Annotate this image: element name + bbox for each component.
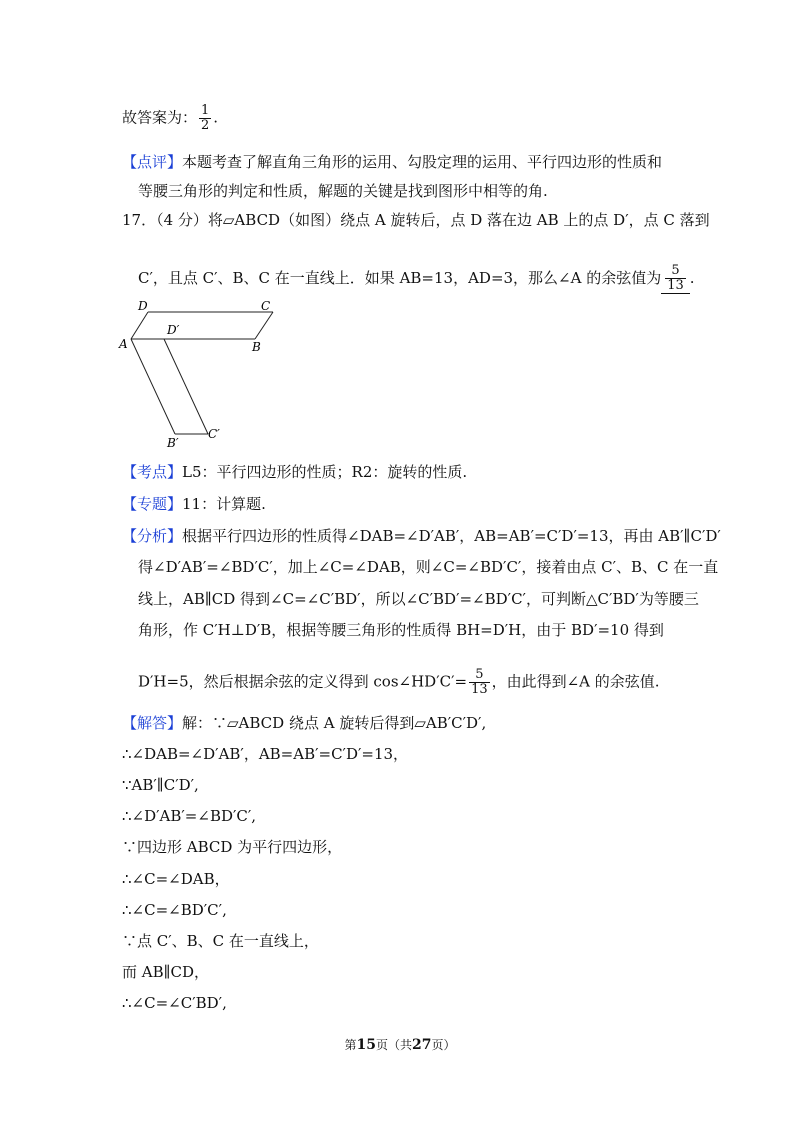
jieda-text-7: ∵点 C′、B、C 在一直线上， bbox=[122, 932, 319, 950]
page-footer bbox=[0, 1036, 800, 1053]
fenxi-text-4: 角形，作 C′H⊥D′B，根据等腰三角形的性质得 BH=D′H，由于 BD′=10 得到 bbox=[138, 621, 664, 639]
jieda-line-3 bbox=[122, 806, 256, 826]
edge-D-prime-C-prime bbox=[164, 339, 208, 434]
label-C: C bbox=[261, 299, 271, 313]
jieda-first: 解：∵▱ABCD 绕点 A 旋转后得到▱AB′C′D′, bbox=[182, 714, 487, 732]
answer-blank bbox=[661, 264, 690, 294]
jieda-line-2 bbox=[122, 775, 199, 795]
jieda-text-3: ∴∠D′AB′=∠BD′C′, bbox=[122, 807, 257, 825]
fenxi-line-2 bbox=[138, 557, 718, 577]
footer-pre: 第 bbox=[344, 1038, 357, 1052]
jieda-line-7 bbox=[122, 931, 319, 951]
cos-fraction bbox=[469, 668, 490, 697]
label-A: A bbox=[119, 337, 128, 351]
fenxi-line-4 bbox=[138, 620, 664, 640]
edge-AB-prime bbox=[131, 339, 175, 434]
fenxi-tag: 【分析】 bbox=[122, 527, 183, 545]
answer-fraction bbox=[199, 104, 211, 133]
comment-line-1 bbox=[122, 152, 662, 172]
jieda-line-4 bbox=[122, 837, 342, 857]
comment-tag: 【点评】 bbox=[122, 153, 183, 171]
zhuanti-tag: 【专题】 bbox=[122, 495, 183, 513]
blank-numerator: 5 bbox=[671, 263, 680, 278]
jieda-text-2: ∵AB′∥C′D′, bbox=[122, 776, 199, 794]
comment-text-2: 等腰三角形的判定和性质，解题的关键是找到图形中相等的角. bbox=[138, 182, 548, 200]
question-17-line-1 bbox=[122, 210, 710, 230]
footer-post: 页） bbox=[431, 1038, 456, 1052]
fenxi-text-2: 得∠D′AB′=∠BD′C′，加上∠C=∠DAB，则∠C=∠BD′C′，接着由点 C′、B、C 在一直 bbox=[138, 558, 719, 576]
jieda-text-9: ∴∠C=∠C′BD′, bbox=[122, 994, 227, 1012]
jieda-text-1: ∴∠DAB=∠D′AB′，AB=AB′=C′D′=13， bbox=[122, 745, 409, 763]
cos-numerator: 5 bbox=[475, 667, 484, 682]
label-D-prime: D′ bbox=[167, 323, 180, 337]
kaodian-text: L5：平行四边形的性质；R2：旋转的性质. bbox=[182, 463, 468, 481]
jieda-text-4: ∵四边形 ABCD 为平行四边形， bbox=[122, 838, 343, 856]
answer-suffix: . bbox=[213, 108, 219, 127]
jieda-line-0 bbox=[122, 713, 486, 733]
comment-line-2 bbox=[138, 181, 548, 201]
kaodian-tag: 【考点】 bbox=[122, 463, 183, 481]
edge-BC bbox=[255, 312, 273, 339]
blank-denominator: 13 bbox=[667, 278, 684, 293]
kaodian-line bbox=[122, 462, 467, 482]
fenxi-line-3 bbox=[138, 589, 699, 609]
page-number: 15 bbox=[356, 1037, 376, 1053]
jieda-text-6: ∴∠C=∠BD′C′, bbox=[122, 901, 227, 919]
answer-line bbox=[122, 104, 218, 133]
label-D: D bbox=[138, 299, 148, 313]
question-17-line-2 bbox=[138, 264, 695, 294]
label-B-prime: B′ bbox=[167, 436, 179, 450]
jieda-tag: 【解答】 bbox=[122, 714, 183, 732]
question-end: . bbox=[689, 269, 695, 287]
jieda-line-8 bbox=[122, 962, 209, 982]
zhuanti-line bbox=[122, 494, 266, 514]
footer-mid: 页（共 bbox=[375, 1038, 412, 1052]
fenxi-text-5a: D′H=5，然后根据余弦的定义得到 cos∠HD′C′= bbox=[138, 672, 468, 691]
jieda-text-8: 而 AB∥CD， bbox=[122, 963, 210, 981]
fraction-denominator: 2 bbox=[201, 118, 210, 133]
fenxi-text-1: 根据平行四边形的性质得∠DAB=∠D′AB′，AB=AB′=C′D′=13，再由 AB′∥C′D′ bbox=[182, 527, 721, 545]
cos-denominator: 13 bbox=[471, 682, 488, 697]
label-B: B bbox=[252, 340, 261, 354]
page-total: 27 bbox=[412, 1037, 432, 1053]
label-C-prime: C′ bbox=[208, 427, 220, 441]
jieda-line-1 bbox=[122, 744, 408, 764]
edge-AD bbox=[131, 312, 148, 339]
fraction-numerator: 1 bbox=[201, 103, 210, 118]
comment-text-1: 本题考查了解直角三角形的运用、勾股定理的运用、平行四边形的性质和 bbox=[182, 153, 663, 171]
jieda-text-5: ∴∠C=∠DAB， bbox=[122, 870, 230, 888]
fenxi-line-5 bbox=[138, 668, 660, 697]
question-text-2: C′，且点 C′、B、C 在一直线上．如果 AB=13，AD=3，那么∠A 的余弦值为 bbox=[138, 269, 662, 287]
jieda-line-6 bbox=[122, 900, 227, 920]
jieda-line-5 bbox=[122, 869, 230, 889]
fenxi-text-5b: ，由此得到∠A 的余弦值. bbox=[491, 672, 660, 691]
geometry-figure bbox=[115, 296, 285, 452]
fenxi-text-3: 线上，AB∥CD 得到∠C=∠C′BD′，所以∠C′BD′=∠BD′C′，可判断△C′BD′为等腰三 bbox=[138, 590, 699, 608]
jieda-line-9 bbox=[122, 993, 227, 1013]
answer-prefix: 故答案为： bbox=[122, 108, 198, 127]
fenxi-line-1 bbox=[122, 526, 721, 546]
question-text-1: 17．（4 分）将▱ABCD（如图）绕点 A 旋转后，点 D 落在边 AB 上的点 D′，点 C 落到 bbox=[122, 211, 710, 229]
zhuanti-text: 11：计算题. bbox=[182, 495, 266, 513]
